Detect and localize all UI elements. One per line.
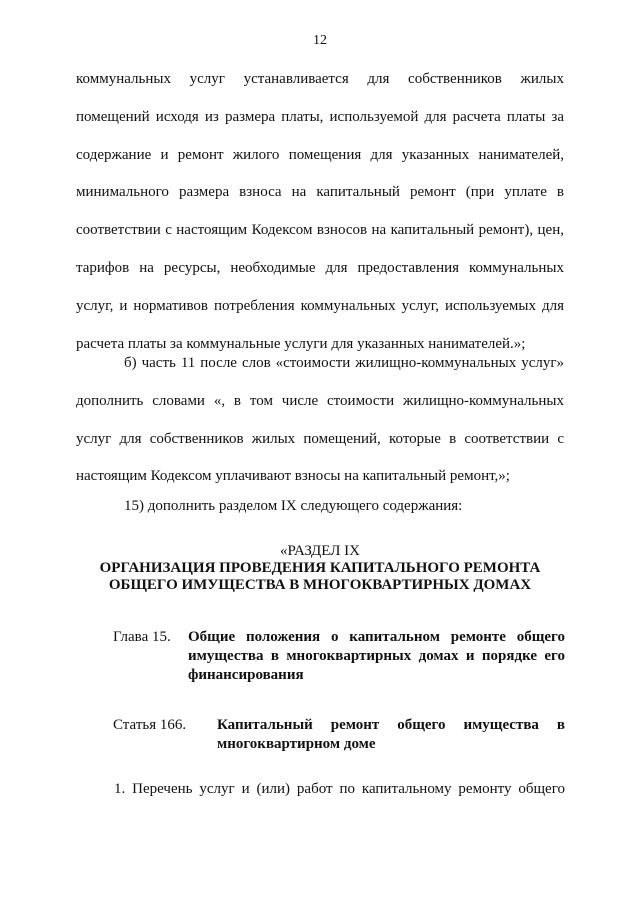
chapter-heading bbox=[113, 628, 565, 685]
section-heading bbox=[0, 543, 640, 594]
paragraph-part-11 bbox=[76, 345, 564, 496]
text-line: помещений исходя из размера платы, используемой для расчета платы за bbox=[76, 108, 564, 125]
article-title-line: многоквартирном доме bbox=[217, 736, 376, 752]
text-line: расчета платы за коммунальные услуги для указанных нанимателей.»; bbox=[76, 335, 526, 352]
text-line: минимального размера взноса на капитальный ремонт (при уплате в bbox=[76, 184, 564, 201]
section-title-line: ОБЩЕГО ИМУЩЕСТВА В МНОГОКВАРТИРНЫХ ДОМАХ bbox=[108, 577, 532, 593]
paragraph-tariffs bbox=[76, 61, 564, 363]
text-line: б) часть 11 после слов «стоимости жилищно-коммунальных услуг» bbox=[124, 355, 564, 371]
chapter-title bbox=[188, 628, 565, 685]
article-title bbox=[217, 716, 565, 754]
article-heading bbox=[113, 716, 565, 754]
clause-1-text: 1. Перечень услуг и (или) работ по капитальному ремонту общего bbox=[114, 781, 565, 797]
text-line: настоящим Кодексом уплачивают взносы на капитальный ремонт,»; bbox=[76, 468, 510, 485]
section-title-line: ОРГАНИЗАЦИЯ ПРОВЕДЕНИЯ КАПИТАЛЬНОГО РЕМОНТА bbox=[99, 560, 541, 576]
chapter-title-line: финансирования bbox=[188, 667, 304, 683]
section-label: «РАЗДЕЛ IX bbox=[280, 543, 360, 559]
text-line: тарифов на ресурсы, необходимые для предоставления коммунальных bbox=[76, 259, 564, 276]
article-number: Статья 166. bbox=[113, 717, 187, 733]
article-title-line: Капитальный ремонт общего имущества в bbox=[217, 717, 565, 733]
text-line: услуг для собственников жилых помещений, которые в соответствии с bbox=[76, 430, 564, 447]
paragraph-add-section bbox=[76, 488, 564, 526]
text-line: коммунальных услуг устанавливается для собственников жилых bbox=[76, 71, 564, 87]
page-number: 12 bbox=[313, 33, 327, 48]
text-line: 15) дополнить разделом IX следующего содержания: bbox=[124, 498, 463, 514]
text-line: соответствии с настоящим Кодексом взносов на капитальный ремонт), цен, bbox=[76, 222, 564, 239]
text-line: дополнить словами «, в том числе стоимости жилищно-коммунальных bbox=[76, 392, 564, 409]
chapter-number: Глава 15. bbox=[113, 629, 171, 645]
chapter-title-line: имущества в многоквартирных домах и порядке его bbox=[188, 648, 565, 664]
text-line: услуг, и нормативов потребления коммунальных услуг, используемых для bbox=[76, 297, 564, 314]
text-line: содержание и ремонт жилого помещения для указанных нанимателей, bbox=[76, 146, 564, 163]
chapter-title-line: Общие положения о капитальном ремонте общего bbox=[188, 629, 565, 645]
